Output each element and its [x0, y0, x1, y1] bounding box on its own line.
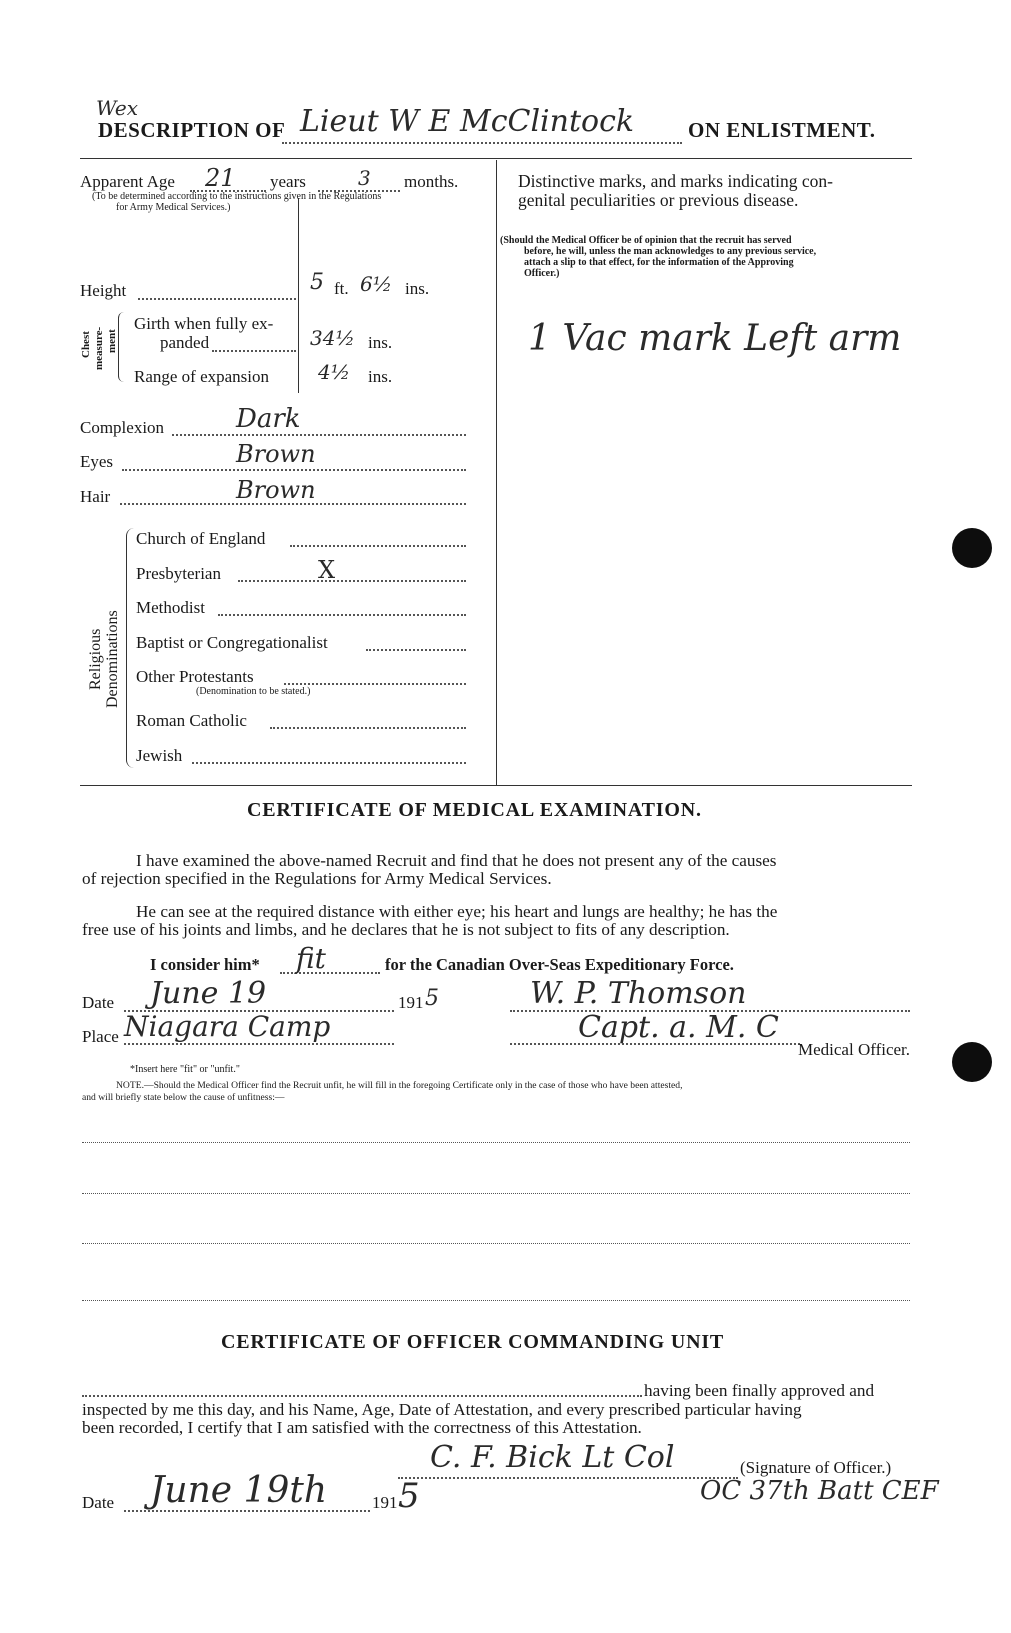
- ft-label: ft.: [334, 279, 349, 298]
- girth-label-2: panded: [160, 333, 210, 352]
- marks-note-1: (Should the Medical Officer be of opinion that the recruit has served: [500, 235, 792, 246]
- column-divider: [496, 160, 497, 785]
- eyes-value: Brown: [236, 440, 316, 468]
- medical-year-value: 5: [425, 986, 439, 1011]
- signature-of-officer-label: (Signature of Officer.): [740, 1458, 892, 1477]
- fit-value: fit: [296, 942, 326, 975]
- girth-ins-label: ins.: [368, 333, 393, 352]
- height-line: [138, 298, 296, 300]
- medical-year-print: 191: [398, 993, 424, 1012]
- section-rule: [80, 785, 912, 786]
- medical-officer-signature: W. P. Thomson: [530, 976, 747, 1011]
- force-label: for the Canadian Over-Seas Expeditionary Force.: [385, 955, 734, 974]
- catholic-line: [270, 727, 466, 729]
- girth-line: [212, 350, 296, 352]
- marks-note-3: attach a slip to that effect, for the information of the Approving: [524, 257, 794, 268]
- medical-para2-line2: free use of his joints and limbs, and he declares that he is not subject to fits of any description.: [82, 920, 730, 939]
- girth-label-1: Girth when fully ex-: [134, 314, 274, 333]
- corner-mark: Wex: [96, 96, 139, 120]
- presbyterian-line: [238, 580, 466, 582]
- punch-hole-top: [952, 528, 992, 568]
- church-of-england-label: Church of England: [136, 529, 266, 548]
- height-inches-value: 6½: [360, 272, 393, 296]
- religious-label: Religious: [87, 628, 104, 690]
- commanding-officer-signature: C. F. Bick Lt Col: [430, 1440, 675, 1475]
- church-line: [290, 545, 466, 547]
- on-enlistment-label: ON ENLISTMENT.: [688, 118, 876, 142]
- height-feet-value: 5: [310, 270, 324, 295]
- apparent-age-label: Apparent Age: [80, 172, 175, 191]
- unfit-line-4: [82, 1300, 910, 1301]
- complexion-line: [172, 434, 466, 436]
- other-note: (Denomination to be stated.): [196, 686, 311, 697]
- chest-label-2: measure-: [93, 326, 105, 370]
- marks-heading-1: Distinctive marks, and marks indicating con-: [518, 171, 833, 191]
- age-years-value: 21: [205, 164, 236, 192]
- commanding-unit: OC 37th Batt CEF: [700, 1476, 939, 1506]
- girth-value: 34½: [310, 326, 355, 350]
- commanding-line-3: been recorded, I certify that I am satisfied with the correctness of this Attestation.: [82, 1418, 642, 1437]
- other-line: [284, 683, 466, 685]
- unfit-line-2: [82, 1193, 910, 1194]
- medical-para1-line1: I have examined the above-named Recruit and find that he does not present any of the causes: [136, 851, 777, 870]
- age-note-2: for Army Medical Services.): [116, 202, 231, 213]
- medical-date-label: Date: [82, 993, 115, 1012]
- commanding-year-value: 5: [398, 1476, 420, 1516]
- description-of-label: DESCRIPTION OF: [98, 118, 286, 142]
- baptist-line: [366, 649, 466, 651]
- hair-value: Brown: [236, 476, 316, 504]
- unfit-line-3: [82, 1243, 910, 1244]
- months-label: months.: [404, 172, 459, 191]
- commanding-line-2: inspected by me this day, and his Name, Age, Date of Attestation, and every prescribed particular having: [82, 1400, 802, 1419]
- age-note-1: (To be determined according to the instructions given in the Regulations: [92, 191, 382, 202]
- jewish-line: [192, 762, 466, 764]
- hair-label: Hair: [80, 487, 111, 506]
- recruit-name-line: [82, 1395, 642, 1397]
- denominations-label: Denominations: [104, 610, 121, 708]
- marks-note-2: before, he will, unless the man acknowledges to any previous service,: [524, 246, 817, 257]
- roman-catholic-label: Roman Catholic: [136, 711, 247, 730]
- eyes-line: [122, 469, 466, 471]
- height-label: Height: [80, 281, 127, 300]
- marks-heading-2: genital peculiarities or previous disease.: [518, 190, 799, 210]
- marks-note-4: Officer.): [524, 268, 560, 279]
- chest-brace: [118, 312, 127, 382]
- place-label: Place: [82, 1027, 119, 1046]
- presbyterian-label: Presbyterian: [136, 564, 221, 583]
- measurement-divider: [298, 198, 299, 393]
- years-label: years: [270, 172, 306, 191]
- consider-label: I consider him*: [150, 955, 260, 974]
- insert-note: *Insert here "fit" or "unfit.": [130, 1064, 240, 1075]
- distinctive-marks-entry: 1 Vac mark Left arm: [528, 318, 902, 359]
- other-protestants-label: Other Protestants: [136, 667, 254, 686]
- medical-para2-line1: He can see at the required distance with either eye; his heart and lungs are healthy; he has the: [136, 902, 778, 921]
- commanding-line-1-end: having been finally approved and: [644, 1381, 875, 1400]
- commanding-sig-line: [398, 1477, 738, 1479]
- baptist-label: Baptist or Congregationalist: [136, 633, 328, 652]
- unfit-note-1: NOTE.—Should the Medical Officer find the Recruit unfit, he will fill in the foregoing Certificate only in the case of those who have been attested,: [116, 1080, 683, 1091]
- range-value: 4½: [318, 360, 351, 384]
- unfit-note-2: and will briefly state below the cause of unfitness:—: [82, 1092, 285, 1103]
- complexion-value: Dark: [236, 404, 301, 434]
- name-line: [282, 142, 682, 144]
- commanding-date-value: June 19th: [150, 1470, 328, 1511]
- commanding-cert-title: CERTIFICATE OF OFFICER COMMANDING UNIT: [221, 1331, 725, 1353]
- place-line: [124, 1043, 394, 1045]
- presbyterian-mark: X: [318, 556, 336, 584]
- medical-cert-title: CERTIFICATE OF MEDICAL EXAMINATION.: [247, 799, 702, 821]
- commanding-date-label: Date: [82, 1493, 115, 1512]
- punch-hole-bottom: [952, 1042, 992, 1082]
- top-rule: [80, 158, 912, 159]
- unfit-line-1: [82, 1142, 910, 1143]
- medical-officer-rank: Capt. a. M. C: [578, 1010, 779, 1045]
- eyes-label: Eyes: [80, 452, 114, 471]
- age-months-value: 3: [358, 166, 371, 190]
- commanding-year-print: 191: [372, 1493, 398, 1512]
- place-value: Niagara Camp: [124, 1010, 331, 1043]
- methodist-line: [218, 614, 466, 616]
- complexion-label: Complexion: [80, 418, 165, 437]
- height-ins-label: ins.: [405, 279, 430, 298]
- medical-date-value: June 19: [150, 976, 267, 1011]
- jewish-label: Jewish: [136, 746, 183, 765]
- fit-line: [280, 972, 380, 974]
- range-ins-label: ins.: [368, 367, 393, 386]
- chest-label-1: Chest: [80, 331, 92, 358]
- chest-label-3: ment: [106, 329, 118, 353]
- religion-brace: [126, 528, 135, 768]
- methodist-label: Methodist: [136, 598, 205, 617]
- medical-para1-line2: of rejection specified in the Regulations for Army Medical Services.: [82, 869, 552, 888]
- medical-officer-label: Medical Officer.: [798, 1040, 911, 1059]
- recruit-name: Lieut W E McClintock: [300, 104, 635, 139]
- range-label: Range of expansion: [134, 367, 270, 386]
